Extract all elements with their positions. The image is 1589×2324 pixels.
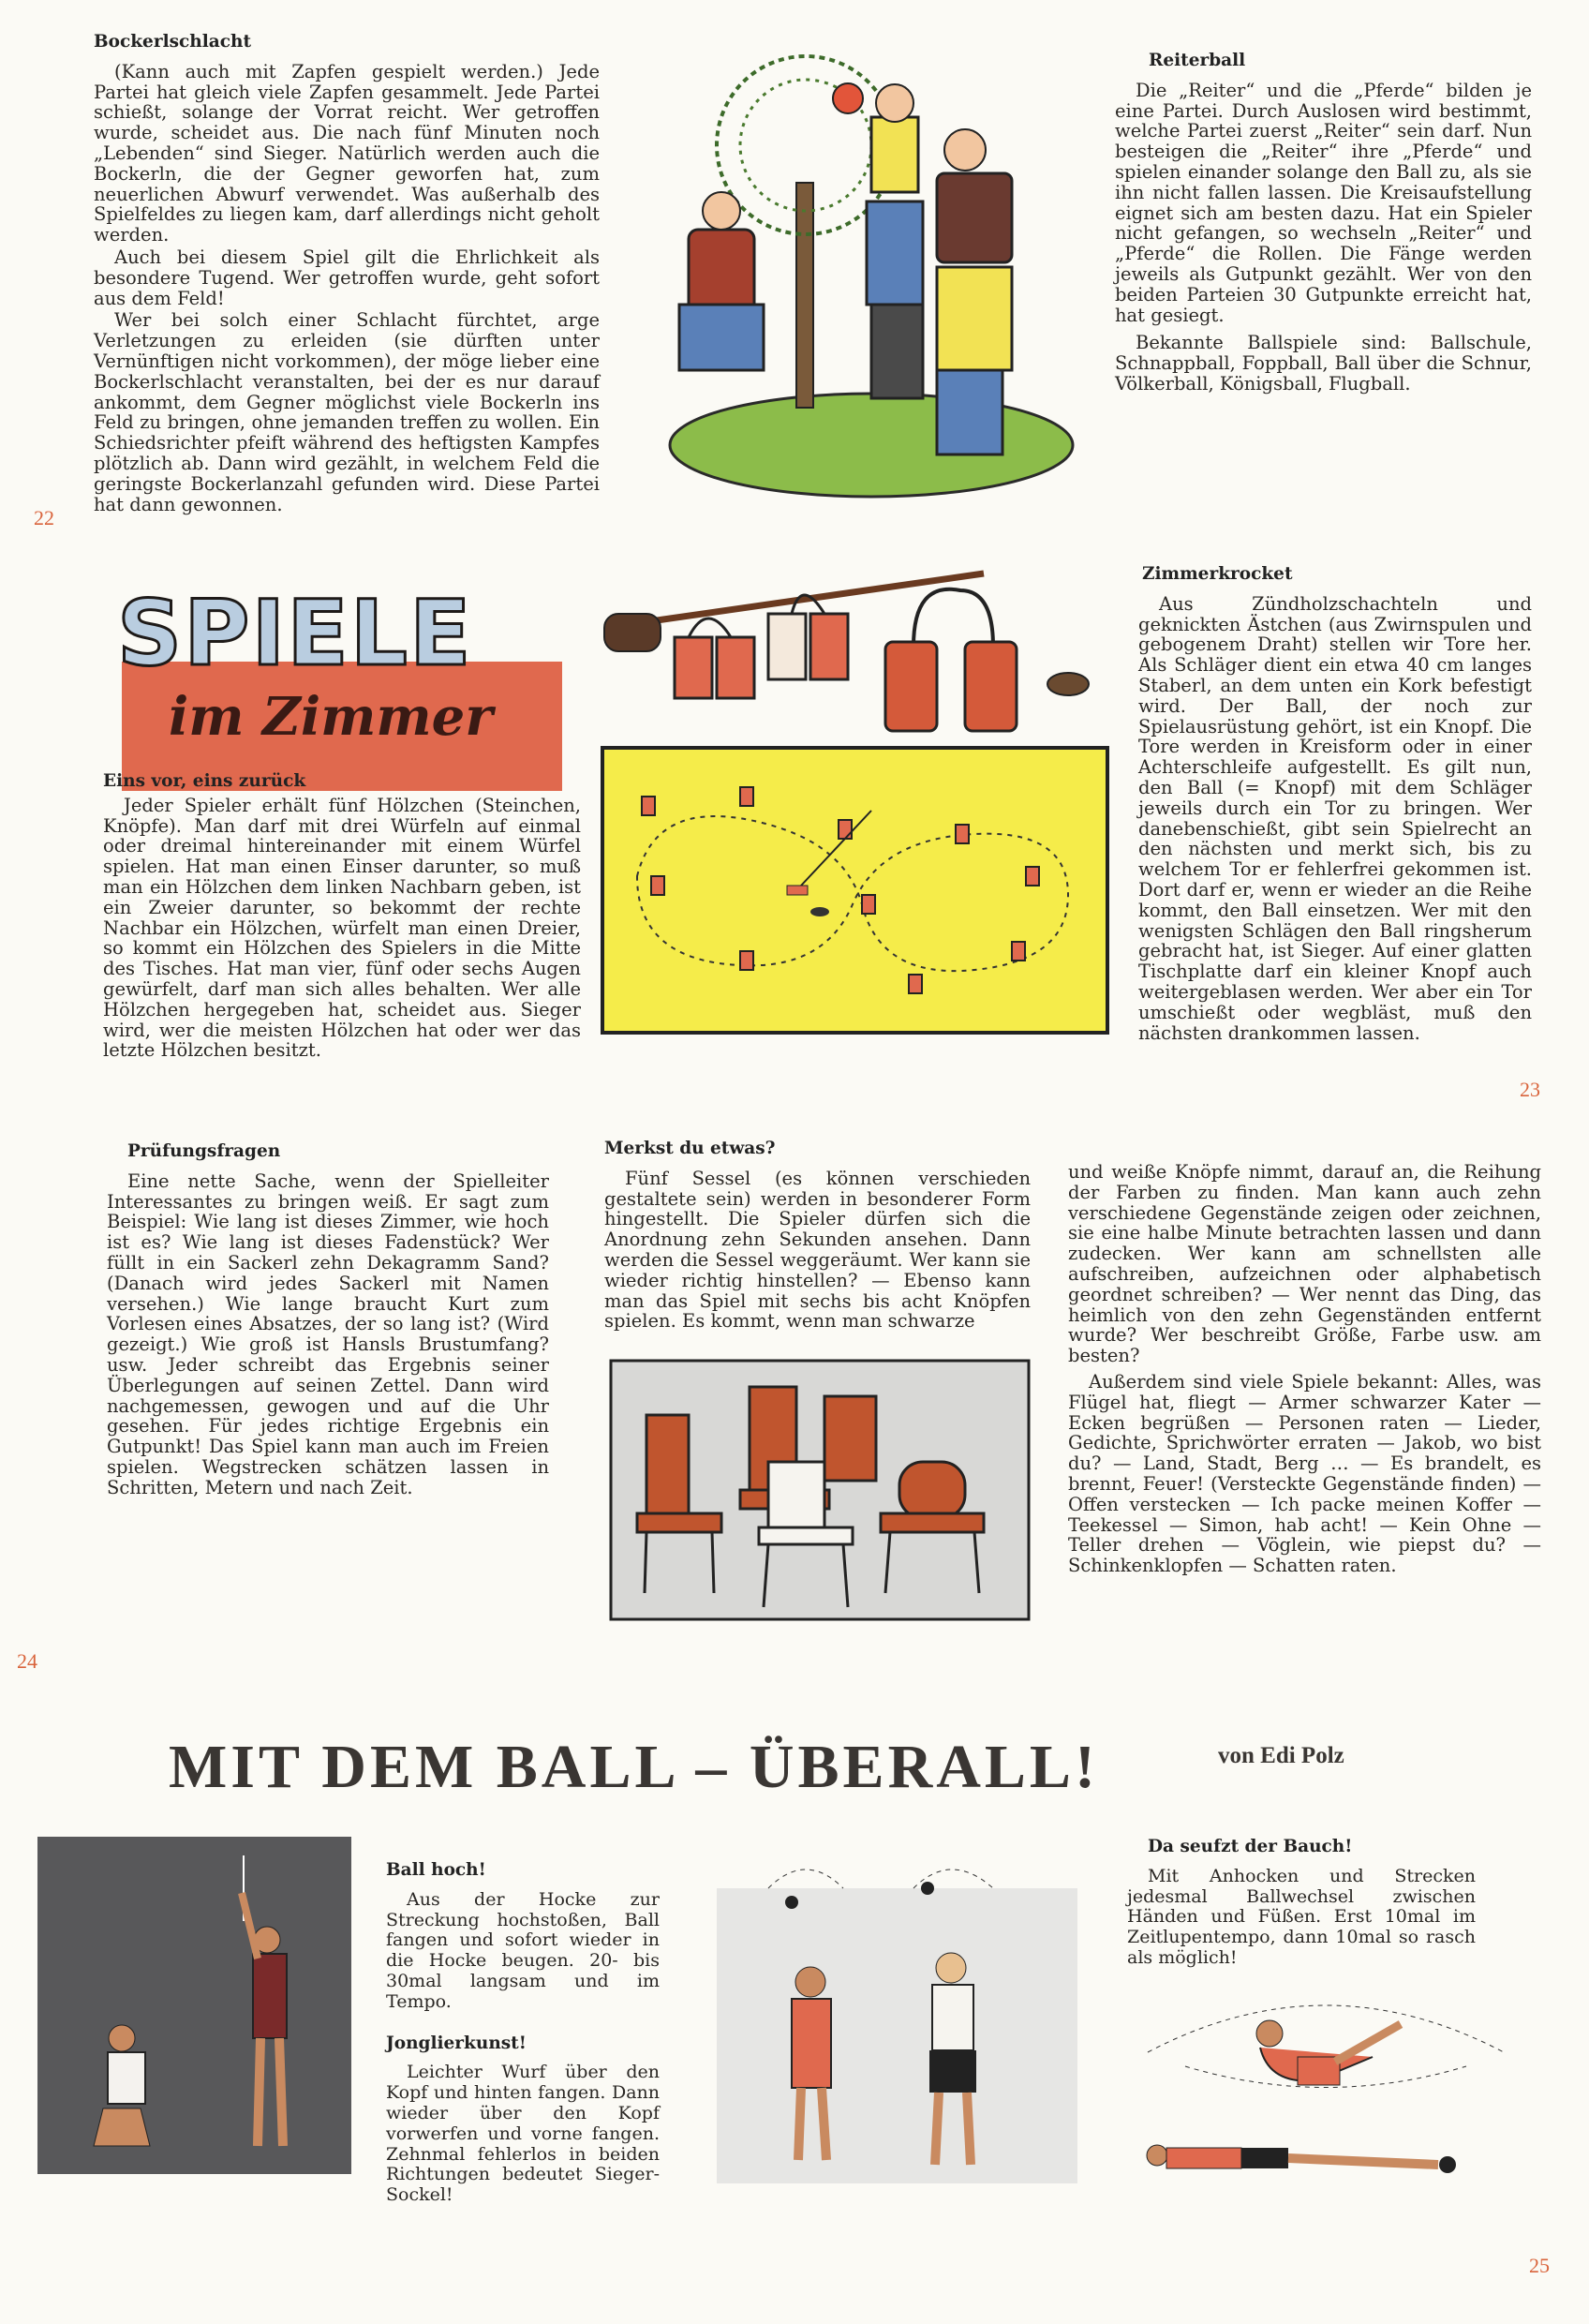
paragraph: Jeder Spieler erhält fünf Hölzchen (Steinchen, Knöpfe). Man darf mit drei Würfeln auf einmal oder dreimal hintereinander mit einem Würfel spielen. Hat man einen Einser darunter, so muß man ein Hölzchen dem linken Nachbarn geben, ist ein Zweier darunter, so bekommt der rechte Nachbar ein Hölzchen, würfelt man einen Dreier, so kommt ein Hölzchen des Spielers in die Mitte des Tisches. Hat man vier, fünf oder sechs Augen gewürfelt, darf man sich alles behalten. Wer alle Hölzchen hergegeben hat, scheidet aus. Sieger wird, wer die meisten Hölzchen hat oder wer das letzte Hölzchen besitzt. bbox=[103, 794, 581, 1062]
heading-pruefungsfragen: Prüfungsfragen bbox=[127, 1141, 281, 1161]
paragraph: Die „Reiter“ und die „Pferde“ bilden je eine Partei. Durch Auslosen wird bestimmt, welche Partei zuerst „Reiter“ sein darf. Nun besteigen die „Reiter“ ihre „Pferde“ und spielen einander solange den Ball zu, als sie ihn nicht fallen lassen. Die Kreisaufstellung eignet sich am besten dazu. Hat ein Spieler nicht gefangen, so wechseln „Reiter“ und „Pferde“ die Rollen. Die Fänge werden jeweils als Gutpunkt gezählt. Wer von den beiden Parteien 30 Gutpunkte erreicht hat, hat gesiegt. bbox=[1115, 79, 1532, 326]
paragraph: Wer bei solch einer Schlacht fürchtet, arge Verletzungen zu erleiden (sie dürften unter Vernünftigen nicht vorkommen), der möge lieber eine Bockerlschlacht veranstalten, bei der es nur darauf ankommt, dem Gegner möglichst viele Bockerln ins Feld zu bringen, ohne jemanden treffen zu wollen. Ein Schiedsrichter pfeift während des heftigsten Kampfes plötzlich ab. Dann wird gezählt, in welchem Feld die geringste Bockerlanzahl gefunden wird. Diese Partei hat dann gewonnen. bbox=[94, 309, 600, 515]
logo-line2: im Zimmer bbox=[169, 686, 493, 748]
heading-bockerlschlacht: Bockerlschlacht bbox=[94, 32, 252, 52]
illustration-reiterball-children bbox=[656, 42, 1087, 511]
illustration-bauch-exercise bbox=[1129, 1977, 1532, 2193]
article-bockerlschlacht bbox=[94, 32, 600, 514]
illustration-croquet-board bbox=[600, 745, 1110, 1035]
paragraph: Leichter Wurf über den Kopf und hinten fangen. Dann wieder über den Kopf vorwerfen und vorne fangen. Zehnmal fehlerlos in beiden Richtungen bedeutet Sieger-Sockel! bbox=[386, 2062, 660, 2206]
article-zimmerkrocket bbox=[1138, 564, 1532, 1043]
paragraph: Eine nette Sache, wenn der Spielleiter Interessantes zu bringen weiß. Er sagt zum Beispiel: Wie lang ist dieses Zimmer, wie hoch ist es? Wie lang ist dieses Fadenstück? Wer füllt in ein Sackerl zehn Dekagramm Sand? (Danach wird jedes Sackerl mit Namen versehen.) Wie lange braucht Kurt zum Vorlesen eines Absatzes, der so lang ist? (Wird gezeigt.) Wie groß ist Hansls Brustumfang? usw. Jeder schreibt das Ergebnis seiner Überlegungen auf seinen Zettel. Dann wird nachgemessen, gewogen und auf die Uhr gesehen. Für jedes richtige Ergebnis ein Gutpunkt! Das Spiel kann man auch im Freien spielen. Wegstrecken schätzen lassen in Schritten, Metern und nach Zeit. bbox=[107, 1169, 549, 1498]
paragraph: Mit Anhocken und Strecken jedesmal Ballwechsel zwischen Händen und Füßen. Erst 10mal im Zeitlupentempo, dann 10mal so rasch als möglich! bbox=[1127, 1865, 1476, 1968]
paragraph: Auch bei diesem Spiel gilt die Ehrlichkeit als besondere Tugend. Wer getroffen wurde, geht sofort aus dem Feld! bbox=[94, 246, 600, 309]
paragraph: Außerdem sind viele Spiele bekannt: Alles, was Flügel hat, fliegt — Armer schwarzer Kater — Ecken begrüßen — Personen raten — Lieder, Gedichte, Sprichwörter erraten — Jakob, wo bist du? — Land, Stadt, Berg … — Es brandelt, es brennt, Feuer! (Versteckte Gegenstände finden) — Offen verstecken — Ich packe meinen Koffer — Teekessel — Simon, hab acht! — Kein Ohne — Teller drehen — Vöglein, wie piepst du? — Schinkenklopfen — Schatten raten. bbox=[1068, 1370, 1541, 1577]
paragraph: Aus Zündholzschachteln und geknickten Ästchen (aus Zwirnspulen und gebogenem Draht) stellen wir Tore her. Als Schläger dient ein etwa 40 cm langes Staberl, an dem unten ein Kork befestigt wird. Der Ball, der noch zur Spielausrüstung gehört, ist ein Knopf. Die Tore werden in Kreisform oder in einer Achterschleife aufgestellt. Es gilt nun, den Ball (= Knopf) mit dem Schläger jeweils durch ein Tor zu bringen. Wer danebenschießt, gibt sein Spielrecht an den nächsten und merkt sich, bis zu welchem Tor er fehlerfrei gekommen ist. Dort darf er, wenn er wieder an die Reihe kommt, den Ball einsetzen. Wer mit den wenigsten Schlägen den Ball ringsherum gebracht hat, ist Sieger. Auf einer glatten Tischplatte darf ein kleiner Knopf auch weitergeblasen werden. Wer aber ein Tor umschießt oder wegbläst, muß den nächsten drankommen lassen. bbox=[1138, 592, 1532, 1044]
page-number: 24 bbox=[17, 1649, 37, 1673]
article-eins-vor-eins-zurueck bbox=[103, 771, 581, 1061]
heading-zimmerkrocket: Zimmerkrocket bbox=[1142, 564, 1293, 584]
paragraph: Fünf Sessel (es können verschieden gestaltete sein) werden in besonderer Form hingestellt. Die Spieler dürfen sich die Anordnung zehn Sekunden ansehen. Dann werden die Sessel weggeräumt. Wer kann sie wieder richtig hinstellen? — Ebenso kann man das Spiel mit sechs bis acht Knöpfen spielen. Es kommt, wenn man schwarze bbox=[604, 1167, 1031, 1333]
heading-reiterball: Reiterball bbox=[1149, 51, 1246, 70]
illustration-croquet-equipment bbox=[600, 562, 1106, 740]
section-title: MIT DEM BALL – ÜBERALL! bbox=[169, 1733, 1099, 1801]
article-merkst-continuation bbox=[1068, 1162, 1541, 1576]
article-merkst-du-etwas bbox=[604, 1139, 1031, 1332]
illustration-jonglierkunst bbox=[712, 1851, 1082, 2188]
illustration-chairs bbox=[609, 1359, 1031, 1621]
heading-jonglierkunst: Jonglierkunst! bbox=[386, 2033, 527, 2053]
page-number: 22 bbox=[34, 506, 54, 529]
illustration-ball-hoch bbox=[37, 1837, 351, 2174]
paragraph: Bekannte Ballspiele sind: Ballschule, Schnappball, Foppball, Ball über die Schnur, Völkerball, Königsball, Flugball. bbox=[1115, 332, 1532, 395]
paragraph: (Kann auch mit Zapfen gespielt werden.) Jede Partei hat gleich viele Zapfen gesammelt. Jede Partei schießt, solange der Vorrat reicht. Wer getroffen wurde, scheidet aus. Die nach fünf Minuten noch „Lebenden“ sind Sieger. Natürlich werden auch die Bockerln, die der Gegner geworfen hat, zum neuerlichen Abwurf verwendet. Was außerhalb des Spielfeldes zu liegen kam, darf allerdings nicht geholt werden. bbox=[94, 60, 600, 246]
heading-eins-vor: Eins vor, eins zurück bbox=[103, 771, 306, 791]
page-number: 25 bbox=[1529, 2254, 1550, 2277]
logo-line1: SPIELE bbox=[117, 581, 473, 686]
logo-spiele-im-zimmer bbox=[117, 572, 557, 759]
article-reiterball bbox=[1115, 51, 1532, 395]
paragraph: Aus der Hocke zur Streckung hochstoßen, Ball fangen und sofort wieder in die Hocke beugen. 20- bis 30mal langsam und im Tempo. bbox=[386, 1888, 660, 2012]
heading-merkst: Merkst du etwas? bbox=[604, 1139, 776, 1158]
page-number: 23 bbox=[1520, 1078, 1540, 1101]
paragraph: und weiße Knöpfe nimmt, darauf an, die Reihung der Farben zu finden. Man kann auch zehn verschiedene Gegenstände zeigen oder zeichnen, sie eine halbe Minute betrachten lassen und dann zudecken. Wer kann am schnellsten alle aufschreiben, aufzeichnen oder alphabetisch geordnet schreiben? — Wer nennt das Ding, das heimlich von den zehn Gegenständen entfernt wurde? Wer beschreibt Größe, Farbe usw. am besten? bbox=[1068, 1161, 1541, 1367]
article-da-seufzt-der-bauch bbox=[1127, 1837, 1476, 1969]
article-ball-hoch bbox=[386, 1860, 660, 2206]
heading-bauch: Da seufzt der Bauch! bbox=[1148, 1837, 1353, 1856]
article-pruefungsfragen bbox=[107, 1141, 549, 1498]
heading-ball-hoch: Ball hoch! bbox=[386, 1860, 486, 1880]
author-byline: von Edi Polz bbox=[1218, 1743, 1344, 1768]
